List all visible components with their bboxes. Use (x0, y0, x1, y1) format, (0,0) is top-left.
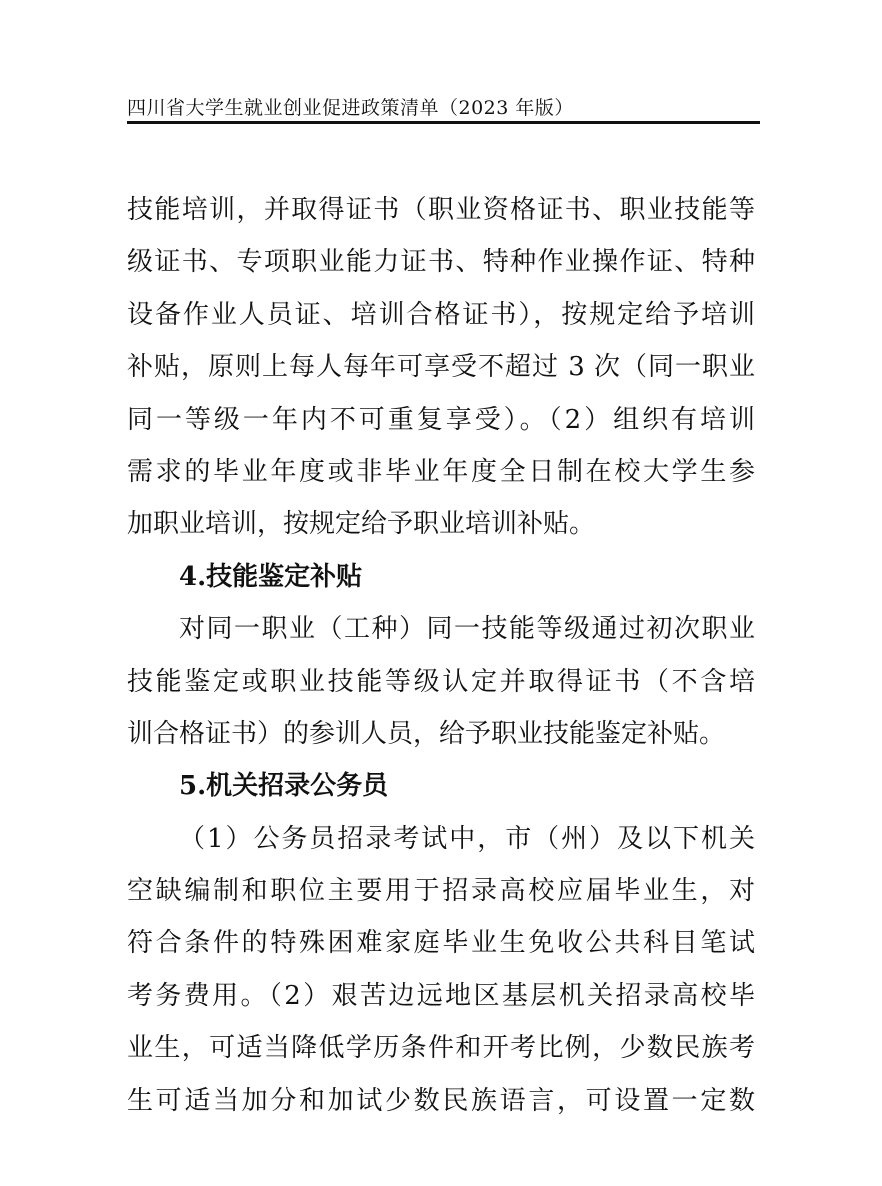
paragraph-skill-appraisal (127, 603, 755, 760)
document-body (127, 184, 755, 1127)
text-line: 训合格证书）的参训人员，给予职业技能鉴定补贴。 (127, 718, 726, 749)
text-line: 空缺编制和职位主要用于招录高校应届毕业生，对 (127, 876, 755, 907)
paragraph-civil-servant (127, 813, 755, 1127)
text-line: 技能鉴定或职业技能等级认定并取得证书（不含培 (127, 666, 755, 697)
text-line: 设备作业人员证、培训合格证书），按规定给予培训 (127, 299, 755, 330)
section-heading-skill-appraisal: 4.技能鉴定补贴 (179, 561, 363, 592)
section-heading-civil-servant: 5.机关招录公务员 (179, 771, 389, 802)
text-line: 考务费用。（2）艰苦边远地区基层机关招录高校毕 (127, 980, 755, 1011)
text-line: 同一等级一年内不可重复享受）。（2）组织有培训 (127, 404, 755, 435)
header-rule (127, 121, 760, 124)
text-line: 加职业培训，按规定给予职业培训补贴。 (127, 509, 596, 540)
text-line: 生可适当加分和加试少数民族语言，可设置一定数 (127, 1085, 755, 1116)
paragraph-training-subsidy (127, 184, 755, 551)
page-header (127, 92, 760, 124)
text-line: 补贴，原则上每人每年可享受不超过 3 次（同一职业 (127, 352, 755, 383)
text-line: 技能培训，并取得证书（职业资格证书、职业技能等 (127, 195, 755, 225)
text-line: 符合条件的特殊困难家庭毕业生免收公共科目笔试 (127, 928, 755, 959)
text-line: 业生，可适当降低学历条件和开考比例，少数民族考 (127, 1033, 755, 1064)
text-line: 需求的毕业年度或非毕业年度全日制在校大学生参 (127, 456, 755, 487)
text-line: （1）公务员招录考试中，市（州）及以下机关 (179, 823, 755, 854)
header-title: 四川省大学生就业创业促进政策清单（2023 年版） (127, 97, 574, 119)
text-line: 对同一职业（工种）同一技能等级通过初次职业 (179, 614, 755, 645)
text-line: 级证书、专项职业能力证书、特种作业操作证、特种 (127, 247, 755, 278)
